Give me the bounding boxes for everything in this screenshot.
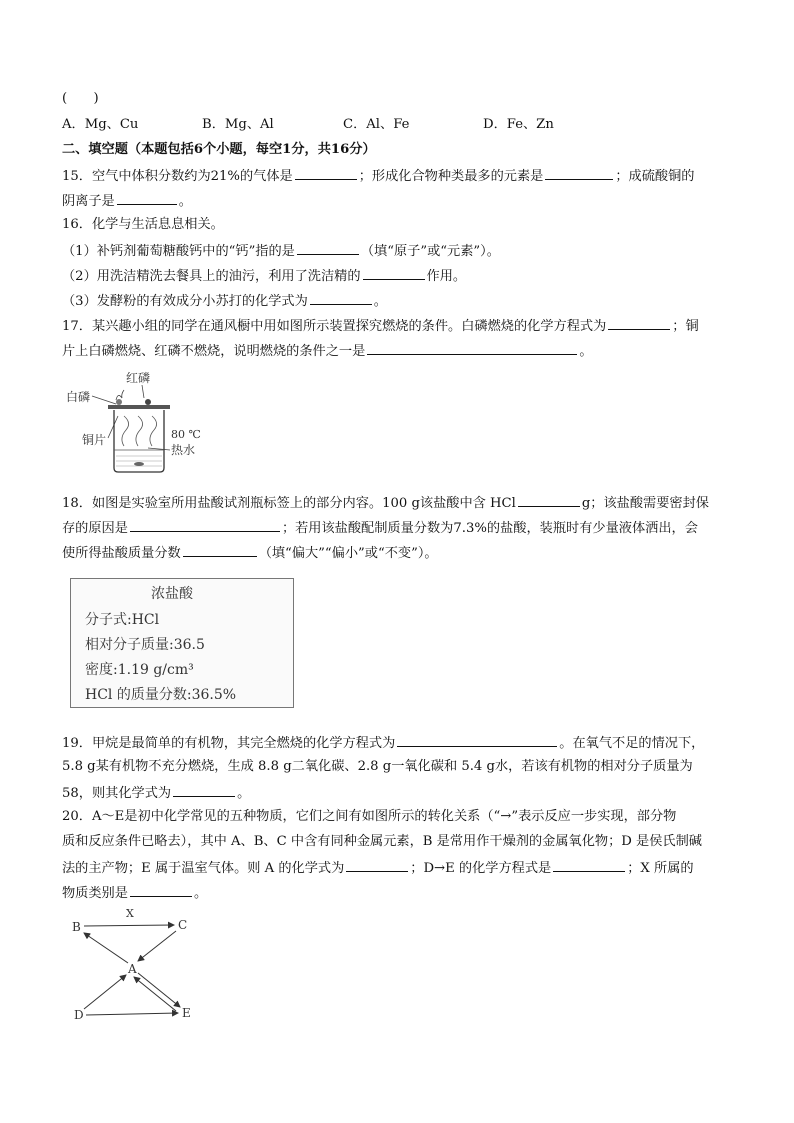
q16-sub3-tail: 。 [373,294,387,309]
red-phosphorus [145,399,151,405]
q18-text-e: 使所得盐酸质量分数 [62,546,181,561]
node-c: C [178,918,188,932]
q19-line3 [62,783,250,803]
answer-blank[interactable] [397,733,557,747]
q19-line2: 5.8 g某有机物不充分燃烧，生成 8.8 g二氧化碳、2.8 g一氧化碳和 5.4 g水，若该有机物的相对分子质量为 [62,759,693,774]
answer-blank[interactable] [363,266,425,280]
q17-line2 [62,341,593,361]
q20-text-a: 法的主产物；E 属于温室气体。则 A 的化学式为 [62,861,345,876]
hot-water-label: 热水 [171,443,196,457]
node-e: E [182,1006,191,1020]
q18-text-c: 存的原因是 [62,521,128,536]
answer-blank[interactable] [518,493,580,507]
copper-sheet-label: 铜片 [82,433,107,447]
white-phosphorus-label: 白磷 [66,390,91,404]
q15-text-e: 。 [178,194,192,209]
q18-text-a: 18．如图是实验室所用盐酸试剂瓶标签上的部分内容。100 g该盐酸中含 HCl [62,496,516,511]
answer-blank[interactable] [295,166,357,180]
arrow-c-to-a [138,931,176,961]
answer-blank[interactable] [297,241,359,255]
q20-line4 [62,883,207,903]
label-mass-fraction: HCl 的质量分数:36.5% [85,687,237,703]
q16-sub2 [62,266,466,286]
q20-text-c: ；X 所属的 [627,861,694,876]
arrow-d-to-e [86,1013,178,1015]
answer-blank[interactable] [553,858,625,872]
q18-line1 [62,493,709,513]
node-a: A [128,962,137,976]
q15-line1 [62,166,694,186]
white-phosphorus [116,399,122,405]
q17-text-b: ；铜 [672,319,699,334]
q16-sub1-text: （1）补钙剂葡萄糖酸钙中的“钙”指的是 [62,244,295,259]
answer-blank[interactable] [310,291,372,305]
q19-text-c: 58，则其化学式为 [62,786,172,801]
arrow-e-to-a [134,977,176,1011]
q15-text-d: 阴离子是 [62,194,115,209]
answer-blank[interactable] [130,518,280,532]
label-formula: 分子式:HCl [85,612,160,628]
label-molar-mass: 相对分子质量:36.5 [85,637,205,653]
arrow-b-to-c [84,925,174,926]
q18-line3 [62,543,438,563]
label-density: 密度:1.19 g/cm³ [85,662,194,678]
q14-paren: ( ) [62,91,99,106]
q15-text-b: ；形成化合物种类最多的元素是 [358,169,544,184]
answer-blank[interactable] [608,316,670,330]
q15-text-a: 15．空气中体积分数约为21%的气体是 [62,169,293,184]
answer-blank[interactable] [367,341,577,355]
q20-text-d: 物质类别是 [62,886,128,901]
q16-sub2-tail: 作用。 [426,269,467,284]
q16-sub1-tail: （填“原子”或“元素”）。 [360,244,500,259]
copper-sheet [108,405,170,409]
reagent-x: X [126,907,134,920]
combustion-apparatus-figure [64,368,214,480]
q18-text-d: ；若用该盐酸配制质量分数为7.3%的盐酸，装瓶时有少量液体洒出，会 [281,521,698,536]
q18-text-f: （填“偏大”“偏小”或“不变”）。 [258,546,438,561]
q20-text-b: ；D→E 的化学方程式是 [410,861,552,876]
q20-line2: 质和反应条件已略去），其中 A、B、C 中含有同种金属元素，B 是常用作干燥剂的金属氧化物；D 是侯氏制碱 [62,834,702,849]
q15-text-c: ；成硫酸铜的 [615,169,695,184]
answer-blank[interactable] [117,191,177,205]
node-d: D [74,1008,84,1022]
option-d: D．Fe、Zn [483,117,554,132]
q15-line2 [62,191,192,211]
q17-text-a: 17．某兴趣小组的同学在通风橱中用如图所示装置探究燃烧的条件。白磷燃烧的化学方程式为 [62,319,607,334]
temperature-label: 80 ℃ [171,428,201,441]
q19-line1 [62,733,704,753]
transformation-diagram [68,905,208,1025]
answer-blank[interactable] [545,166,613,180]
answer-blank[interactable] [183,543,257,557]
answer-blank[interactable] [173,783,235,797]
q19-text-d: 。 [237,786,251,801]
section2-title: 二、填空题（本题包括6个小题，每空1分，共16分） [62,142,376,157]
q17-text-d: 。 [579,344,593,359]
q17-text-c: 片上白磷燃烧、红磷不燃烧，说明燃烧的条件之一是 [62,344,366,359]
arrow-d-to-a [84,975,126,1009]
q16-sub2-text: （2）用洗洁精洗去餐具上的油污，利用了洗洁精的 [62,269,361,284]
q18-text-b: g；该盐酸需要密封保 [581,496,709,511]
q19-text-b: 。在氧气不足的情况下， [559,736,705,751]
arrow-a-to-e [138,973,180,1007]
option-c: C．Al、Fe [343,117,410,132]
red-phosphorus-label: 红磷 [126,371,151,385]
q19-text-a: 19．甲烷是最简单的有机物，其完全燃烧的化学方程式为 [62,736,396,751]
q16-stem: 16．化学与生活息息相关。 [62,217,224,232]
q20-line3 [62,858,694,878]
answer-blank[interactable] [346,858,408,872]
option-a: A．Mg、Cu [62,117,139,132]
q20-line1: 20．A～E是初中化学常见的五种物质，它们之间有如图所示的转化关系（“→”表示反应一步实现，部分物 [62,809,677,824]
node-b: B [72,920,81,934]
q14-options [62,116,742,134]
answer-blank[interactable] [130,883,192,897]
option-b: B．Mg、Al [202,117,274,132]
q16-sub1 [62,241,500,261]
q17-line1 [62,316,699,336]
label-title: 浓盐酸 [151,586,193,602]
reagent-bottle-label [70,578,294,708]
q16-sub3-text: （3）发酵粉的有效成分小苏打的化学式为 [62,294,308,309]
arrow-a-to-b [84,933,128,963]
q18-line2 [62,518,698,538]
q16-sub3 [62,291,387,311]
q20-text-e: 。 [193,886,208,901]
